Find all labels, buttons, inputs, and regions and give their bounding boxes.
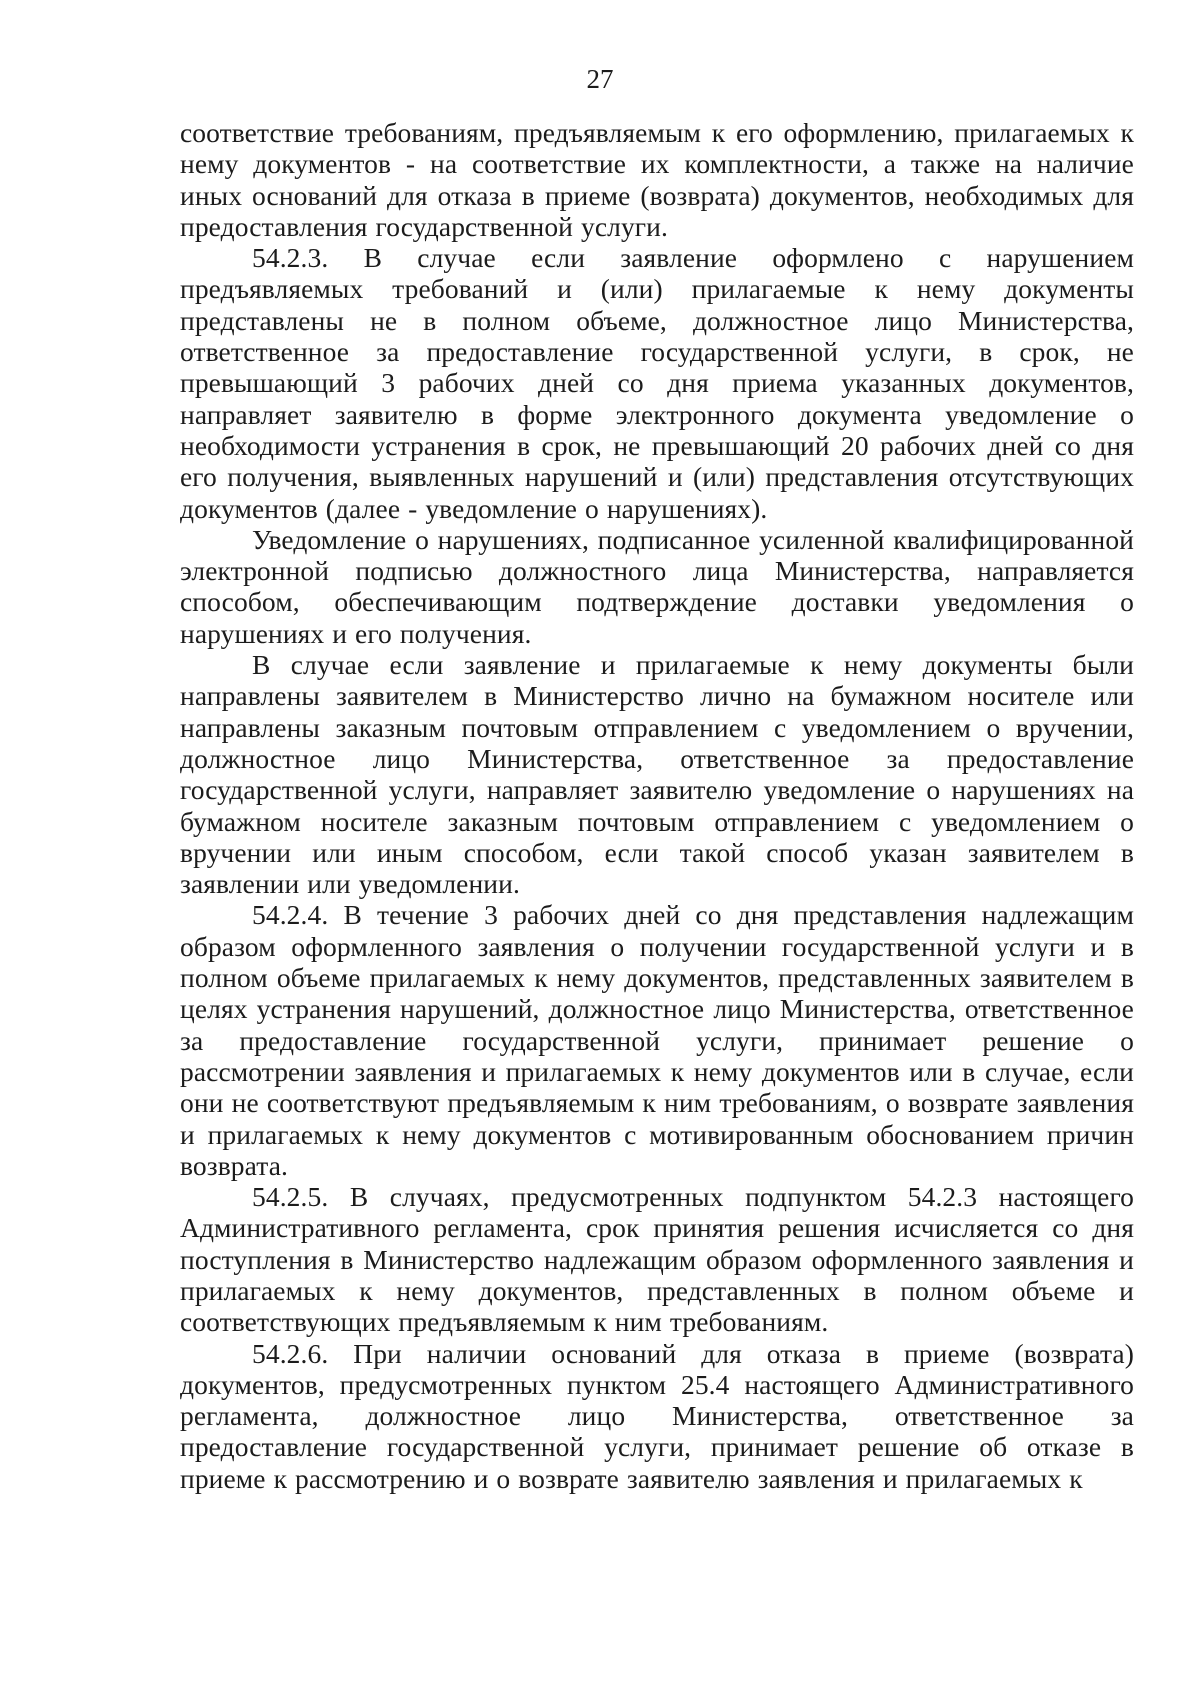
document-body — [180, 117, 1134, 1494]
paragraph-paper-delivery: В случае если заявление и прилагаемые к нему документы были направлены заявителем в Министерство лично на бумажном носителе или направлены заказным почтовым отправлением с уведомлением о вручении, должностное лицо Министерства, ответственное за предоставление государственной услуги, направляет заявителю уведомление о нарушениях на бумажном носителе заказным почтовым отправлением с уведомлением о вручении или иным способом, если такой способ указан заявителем в заявлении или уведомлении. — [180, 649, 1134, 900]
page-number: 27 — [586, 64, 614, 94]
paragraph-54-2-6: 54.2.6. При наличии оснований для отказа в приеме (возврата) документов, предусмотренных пунктом 25.4 настоящего Административного регламента, должностное лицо Министерства, ответственное за предоставление государственной услуги, принимает решение об отказе в приеме к рассмотрению и о возврате заявителю заявления и прилагаемых к — [180, 1337, 1134, 1494]
paragraph-54-2-5: 54.2.5. В случаях, предусмотренных подпунктом 54.2.3 настоящего Административного регламента, срок принятия решения исчисляется со дня поступления в Министерство надлежащим образом оформленного заявления и прилагаемых к нему документов, представленных в полном объеме и соответствующих предъявляемым к ним требованиям. — [180, 1181, 1134, 1338]
paragraph-continuation: соответствие требованиям, предъявляемым к его оформлению, прилагаемых к нему документов - на соответствие их комплектности, а также на наличие иных оснований для отказа в приеме (возврата) документов, необходимых для предоставления государственной услуги. — [180, 117, 1134, 242]
paragraph-notification-signature: Уведомление о нарушениях, подписанное усиленной квалифицированной электронной подписью должностного лица Министерства, направляется способом, обеспечивающим подтверждение доставки уведомления о нарушениях и его получения. — [180, 523, 1134, 649]
paragraph-54-2-4: 54.2.4. В течение 3 рабочих дней со дня представления надлежащим образом оформленного заявления о получении государственной услуги и в полном объеме прилагаемых к нему документов, представленных заявителем в целях устранения нарушений, должностное лицо Министерства, ответственное за предоставление государственной услуги, принимает решение о рассмотрении заявления и прилагаемых к нему документов или в случае, если они не соответствуют предъявляемым к ним требованиям, о возврате заявления и прилагаемых к нему документов с мотивированным обоснованием причин возврата. — [180, 899, 1134, 1181]
paragraph-54-2-3: 54.2.3. В случае если заявление оформлено с нарушением предъявляемых требований и (или) прилагаемые к нему документы представлены не в полном объеме, должностное лицо Министерства, ответственное за предоставление государственной услуги, в срок, не превышающий 3 рабочих дней со дня приема указанных документов, направляет заявителю в форме электронного документа уведомление о необходимости устранения в срок, не превышающий 20 рабочих дней со дня его получения, выявленных нарушений и (или) представления отсутствующих документов (далее - уведомление о нарушениях). — [180, 242, 1134, 524]
